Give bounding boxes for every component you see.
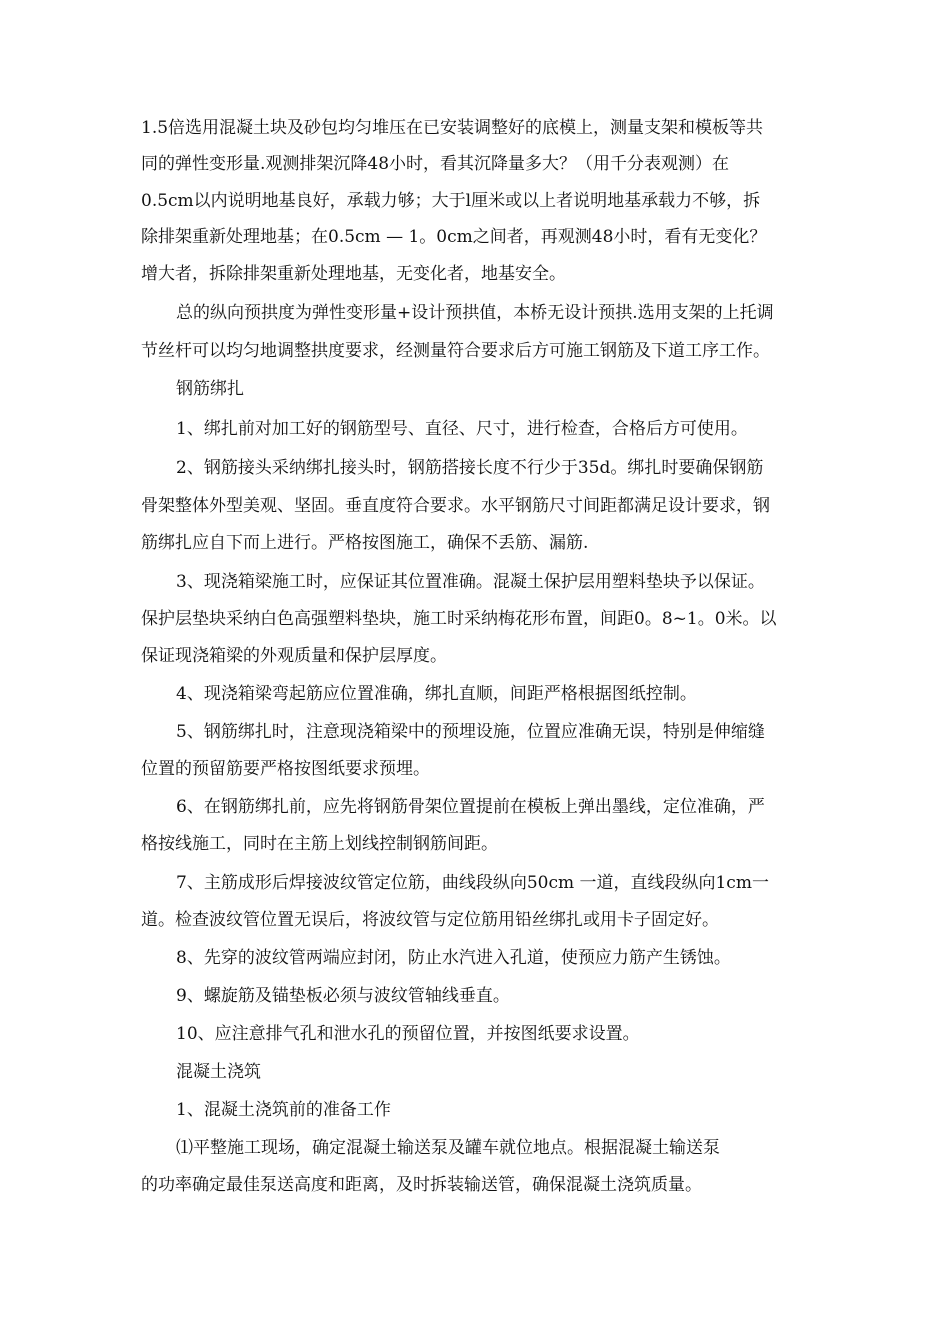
text-line: 保护层垫块采纳白色高强塑料垫块，施工时采纳梅花形布置，间距0。8~1。0米。以 — [141, 609, 777, 629]
text-line: 总的纵向预拱度为弹性变形量+设计预拱值，本桥无设计预拱.选用支架的上托调 — [176, 303, 774, 323]
text-line: 7、主筋成形后焊接波纹管定位筋，曲线段纵向50cm 一道，直线段纵向1cm一 — [176, 873, 769, 893]
text-line: 1、混凝土浇筑前的准备工作 — [176, 1100, 391, 1120]
text-line: 格按线施工，同时在主筋上划线控制钢筋间距。 — [141, 834, 498, 854]
section-heading: 钢筋绑扎 — [176, 379, 244, 399]
text-line: 同的弹性变形量.观测排架沉降48小时，看其沉降量多大？（用千分表观测）在 — [141, 154, 730, 174]
text-line: 保证现浇箱梁的外观质量和保护层厚度。 — [141, 646, 447, 666]
text-line: 1.5倍选用混凝土块及砂包均匀堆压在已安装调整好的底模上，测量支架和模板等共 — [141, 118, 764, 138]
text-line: 6、在钢筋绑扎前，应先将钢筋骨架位置提前在模板上弹出墨线，定位准确，严 — [176, 797, 765, 817]
text-line: 筋绑扎应自下而上进行。严格按图施工，确保不丢筋、漏筋. — [141, 533, 589, 553]
text-line: 2、钢筋接头采纳绑扎接头时，钢筋搭接长度不行少于35d。绑扎时要确保钢筋 — [176, 458, 764, 478]
text-line: 3、现浇箱梁施工时，应保证其位置准确。混凝土保护层用塑料垫块予以保证。 — [176, 572, 765, 592]
text-line: 除排架重新处理地基；在0.5cm — 1。0cm之间者，再观测48小时，看有无变化？ — [141, 227, 767, 247]
text-line: 1、绑扎前对加工好的钢筋型号、直径、尺寸，进行检查，合格后方可使用。 — [176, 419, 748, 439]
text-line: 0.5cm以内说明地基良好，承载力够；大于l厘米或以上者说明地基承载力不够，拆 — [141, 191, 761, 211]
text-line: 增大者，拆除排架重新处理地基，无变化者，地基安全。 — [141, 264, 566, 284]
text-line: ⑴平整施工现场，确定混凝土输送泵及罐车就位地点。根据混凝土输送泵 — [176, 1138, 720, 1158]
section-heading: 混凝土浇筑 — [176, 1062, 261, 1082]
text-line: 8、先穿的波纹管两端应封闭，防止水汽进入孔道，使预应力筋产生锈蚀。 — [176, 948, 731, 968]
text-line: 5、钢筋绑扎时，注意现浇箱梁中的预埋设施，位置应准确无误，特别是伸缩缝 — [176, 722, 765, 742]
text-line: 位置的预留筋要严格按图纸要求预埋。 — [141, 759, 430, 779]
text-line: 9、螺旋筋及锚垫板必须与波纹管轴线垂直。 — [176, 986, 510, 1006]
text-line: 节丝杆可以均匀地调整拱度要求，经测量符合要求后方可施工钢筋及下道工序工作。 — [141, 341, 770, 361]
text-line: 10、应注意排气孔和泄水孔的预留位置，并按图纸要求设置。 — [176, 1024, 640, 1044]
text-line: 道。检查波纹管位置无误后，将波纹管与定位筋用铅丝绑扎或用卡子固定好。 — [141, 910, 719, 930]
text-line: 骨架整体外型美观、坚固。垂直度符合要求。水平钢筋尺寸间距都满足设计要求，钢 — [141, 496, 770, 516]
text-line: 4、现浇箱梁弯起筋应位置准确，绑扎直顺，间距严格根据图纸控制。 — [176, 684, 697, 704]
text-line: 的功率确定最佳泵送高度和距离，及时拆装输送管，确保混凝土浇筑质量。 — [141, 1175, 702, 1195]
